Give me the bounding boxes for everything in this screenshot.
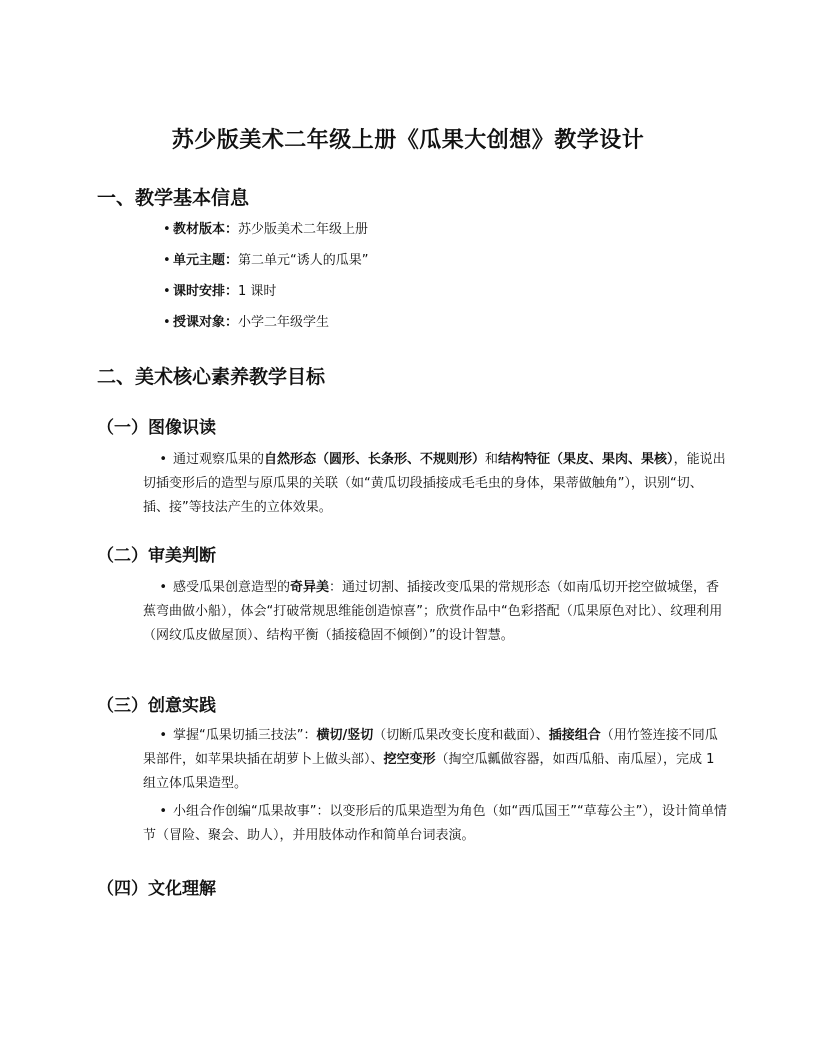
bullet-icon: •: [159, 804, 167, 819]
item-value: 第二单元“诱人的瓜果”: [238, 253, 369, 268]
list-item: [173, 315, 369, 346]
section-heading-basic-info: 一、教学基本信息: [97, 187, 250, 209]
item-value: 小学二年级学生: [238, 315, 330, 330]
section-heading-core-goals: 二、美术核心素养教学目标: [97, 366, 326, 388]
item-label: 授课对象：: [173, 315, 239, 330]
bullet-icon: •: [159, 728, 167, 743]
item-value: 苏少版美术二年级上册: [238, 222, 369, 237]
list-item: [173, 222, 369, 253]
paragraph-creative-2: • 小组合作创编“瓜果故事”：以变形后的瓜果造型为角色（如“西瓜国王”“草莓公主”），设计简单情节（冒险、聚会、助人），并用肢体动作和简单台词表演。: [143, 800, 728, 848]
list-item: [173, 284, 369, 315]
paragraph-aesthetic: • 感受瓜果创意造型的奇异美：通过切割、插接改变瓜果的常规形态（如南瓜切开挖空做城堡，香蕉弯曲做小船），体会“打破常规思维能创造惊喜”；欣赏作品中“色彩搭配（瓜果原色对比）、纹理利用（网纹瓜皮做屋顶）、结构平衡（插接稳固不倾倒）”的设计智慧。: [143, 576, 728, 648]
paragraph-image-reading: • 通过观察瓜果的自然形态（圆形、长条形、不规则形）和结构特征（果皮、果肉、果核），能说出切插变形后的造型与原瓜果的关联（如“黄瓜切段插接成毛毛虫的身体，果蒂做触角”），识别“切、插、接”等技法产生的立体效果。: [143, 448, 728, 520]
item-label: 课时安排：: [173, 284, 239, 299]
item-label: 单元主题：: [173, 253, 239, 268]
document-title: 苏少版美术二年级上册《瓜果大创想》教学设计: [171, 128, 645, 153]
item-label: 教材版本：: [173, 222, 239, 237]
bullet-icon: •: [159, 452, 167, 467]
bullet-icon: •: [159, 580, 167, 595]
list-item: [173, 253, 369, 284]
item-value: 1 课时: [238, 284, 277, 299]
subsection-heading-aesthetic: （二）审美判断: [97, 546, 216, 566]
subsection-heading-creative: （三）创意实践: [97, 696, 216, 716]
subsection-heading-image-reading: （一）图像识读: [97, 418, 216, 438]
subsection-heading-culture: （四）文化理解: [97, 879, 216, 899]
basic-info-list: [173, 222, 369, 346]
paragraph-creative-1: • 掌握“瓜果切插三技法”：横切/竖切（切断瓜果改变长度和截面）、插接组合（用竹签连接不同瓜果部件，如苹果块插在胡萝卜上做头部）、挖空变形（掏空瓜瓤做容器，如西瓜船、南瓜屋），完成 1 组立体瓜果造型。: [143, 724, 728, 796]
